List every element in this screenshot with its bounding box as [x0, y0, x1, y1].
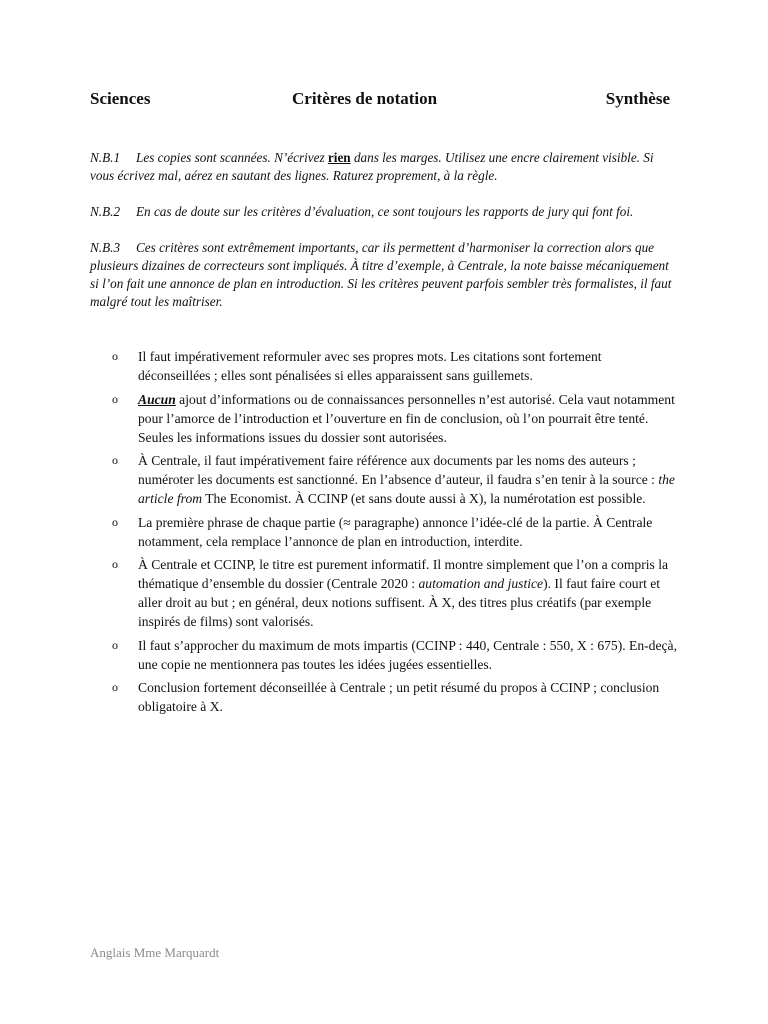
list-item [112, 451, 677, 508]
item-text: À Centrale, il faut impérativement faire référence aux documents par les noms des auteurs ; numéroter les documents est sanctionné. En l’absence d’auteur, il faudra s’en tenir à la source : [138, 453, 659, 487]
item-text: The Economist. À CCINP (et sans doute aussi à X), la numérotation est possible. [202, 491, 646, 506]
list-item [112, 347, 677, 385]
item-emphasis: Aucun [138, 391, 176, 407]
list-item [112, 636, 677, 674]
header-title: Critères de notation [292, 89, 438, 108]
list-item [112, 390, 677, 447]
note-nb3 [90, 239, 672, 311]
item-italic: the article from [138, 472, 675, 506]
list-item [112, 678, 677, 716]
list-item [112, 513, 677, 551]
header-exercise: Synthèse [605, 89, 670, 108]
item-italic: automation and justice [418, 576, 544, 591]
item-text: La première phrase de chaque partie (≈ paragraphe) annonce l’idée-clé de la partie. À Centrale notamment, cela remplace l’annonce de plan en introduction, interdite. [138, 514, 653, 549]
bullet-icon: o [112, 680, 118, 694]
note-label: N.B.1 [90, 150, 121, 165]
item-text: ajout d’informations ou de connaissances personnelles n’est autorisé. Cela vaut notamment pour l’amorce de l’introduction et l’ouverture en fin de conclusion, où l’on pourrait être tenté. Seules les informations issues du dossier sont autorisées. [138, 391, 675, 445]
note-text: Les copies sont scannées. N’écrivez [136, 150, 328, 165]
note-nb2 [90, 203, 672, 221]
list-item [112, 555, 677, 631]
note-text: dans les marges. Utilisez une encre clairement visible. Si vous écrivez mal, aérez en sautant des lignes. Raturez proprement, à la règle. [90, 150, 654, 183]
page-footer: Anglais Mme Marquardt [90, 945, 220, 960]
bullet-icon: o [112, 453, 118, 467]
bullet-icon: o [112, 514, 118, 529]
note-label: N.B.3 [90, 240, 121, 255]
bullet-icon: o [112, 557, 118, 571]
bullet-icon: o [112, 349, 118, 363]
note-label: N.B.2 [90, 204, 121, 219]
header-subject: Sciences [90, 89, 151, 108]
item-text: Conclusion fortement déconseillée à Centrale ; un petit résumé du propos à CCINP ; conclusion obligatoire à X. [138, 680, 660, 714]
criteria-list [112, 347, 677, 721]
note-text: En cas de doute sur les critères d’évaluation, ce sont toujours les rapports de jury qui font foi. [136, 204, 634, 219]
bullet-icon: o [112, 637, 118, 652]
item-text: Il faut s’approcher du maximum de mots impartis (CCINP : 440, Centrale : 550, X : 675). En-deçà, une copie ne mentionnera pas toutes les idées jugées essentielles. [138, 637, 677, 672]
bullet-icon: o [112, 391, 118, 406]
item-text: ). Il faut faire court et aller droit au but ; en général, deux notions suffisent. À X, des titres plus créatifs (par exemple inspirés de films) sont valorisés. [138, 576, 661, 629]
page-header [90, 89, 670, 111]
note-nb1 [90, 149, 672, 185]
note-emphasis: rien [327, 150, 351, 165]
item-text: Il faut impérativement reformuler avec ses propres mots. Les citations sont fortement déconseillées ; elles sont pénalisées si elles apparaissent sans guillemets. [138, 349, 602, 383]
item-text: À Centrale et CCINP, le titre est purement informatif. Il montre simplement que l’on a compris la thématique d’ensemble du dossier (Centrale 2020 : [138, 557, 669, 591]
note-text: Ces critères sont extrêmement importants, car ils permettent d’harmoniser la correction alors que plusieurs dizaines de correcteurs sont impliqués. À titre d’exemple, à Centrale, la note baisse mécaniquement si l’on fait une annonce de plan en introduction. Si les critères peuvent parfois sembler très formalistes, il faut malgré tout les maîtriser. [90, 240, 672, 309]
